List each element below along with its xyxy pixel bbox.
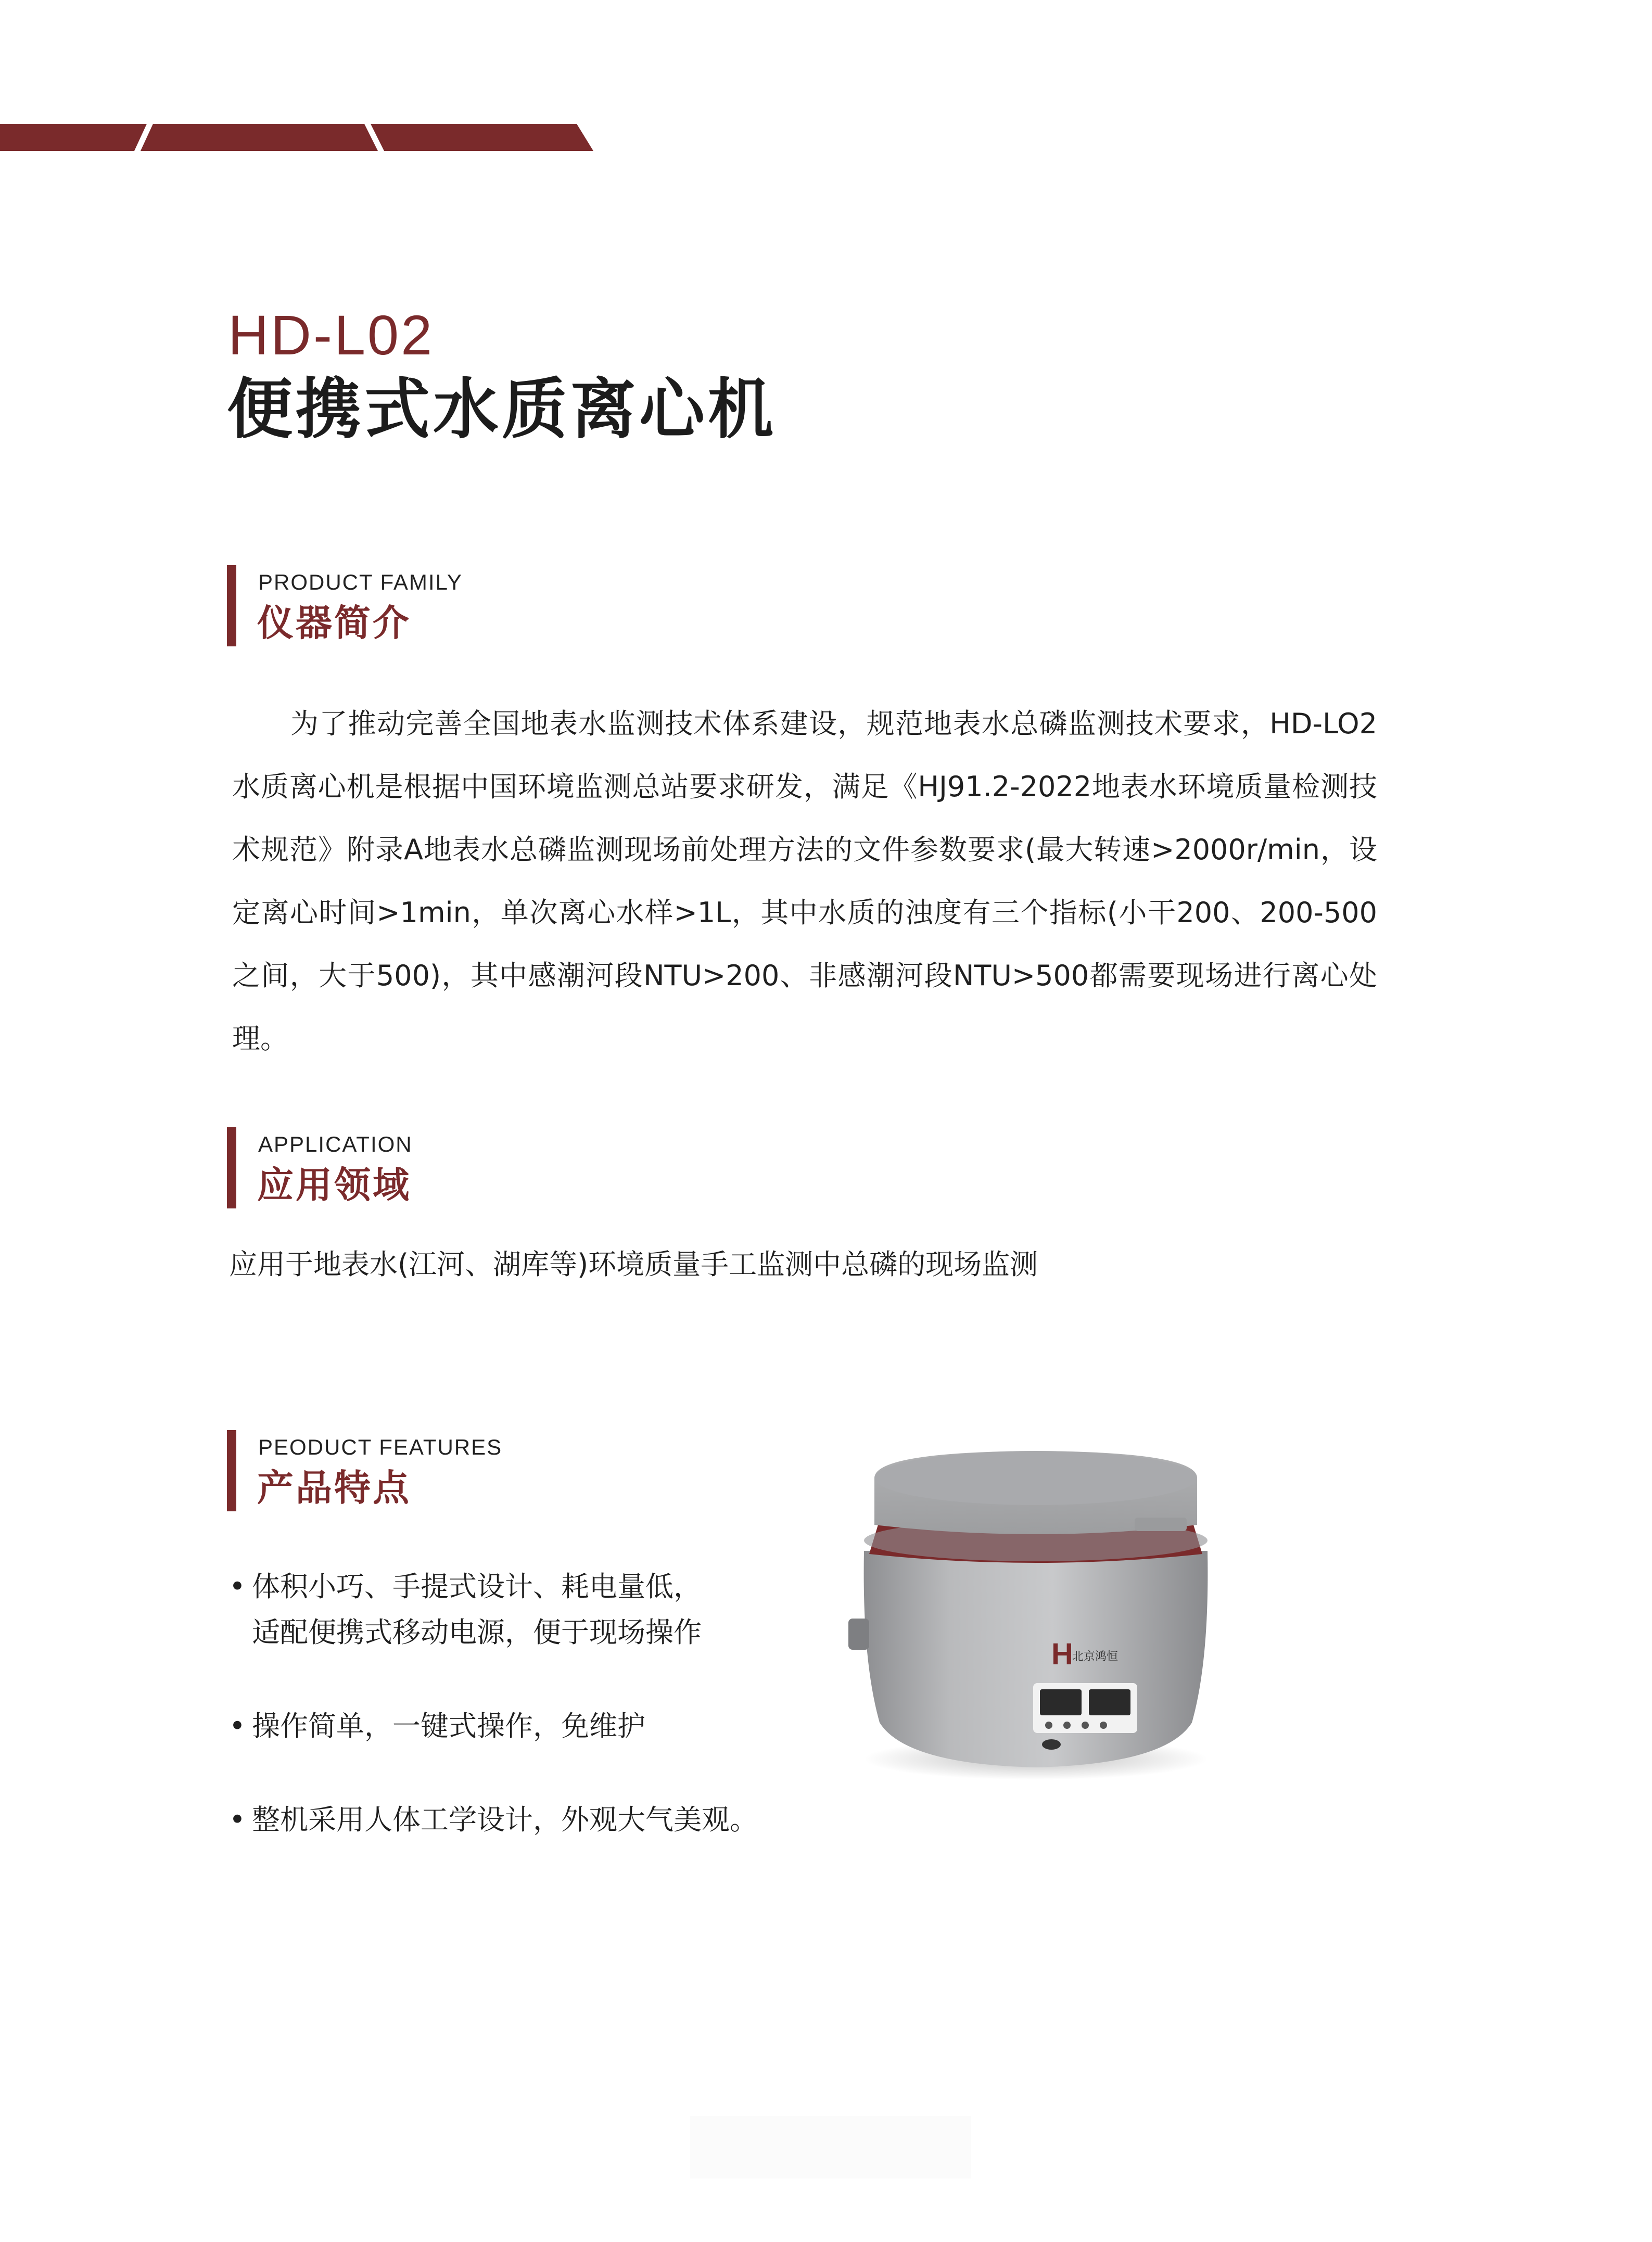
section-bar bbox=[227, 565, 236, 646]
application-text: 应用于地表水(江河、湖库等)环境质量手工监测中总磷的现场监测 bbox=[229, 1248, 1038, 1281]
list-item bbox=[227, 1703, 852, 1749]
intro-paragraph: 为了推动完善全国地表水监测技术体系建设，规范地表水总磷监测技术要求，HD-LO2水质离心机是根据中国环境监测总站要求研发，满足《HJ91.2-2022地表水环境质量检测技术规范》附录A地表水总磷监测现场前处理方法的文件参数要求(最大转速>2000r/min，设定离心时间>1min，单次离心水样>1L，其中水质的浊度有三个指标(小干200、200-500之间，大于500)，其中感潮河段NTU>200、非感潮河段NTU>500都需要现场进行离心处理。 bbox=[232, 707, 1377, 1055]
footer-placeholder bbox=[690, 2116, 971, 2179]
section-cn-heading: 应用领域 bbox=[257, 1164, 411, 1206]
page-title: 便携式水质离心机 bbox=[227, 371, 777, 448]
svg-text:H: H bbox=[1051, 1637, 1073, 1671]
list-item bbox=[227, 1564, 852, 1655]
section-bar bbox=[227, 1430, 236, 1511]
section-bar bbox=[227, 1127, 236, 1208]
centrifuge-product-image bbox=[843, 1442, 1228, 1785]
feature-line: 操作简单，一键式操作，免维护 bbox=[252, 1710, 645, 1742]
product-model: HD-L02 bbox=[228, 303, 435, 366]
section-en-heading: PRODUCT FAMILY bbox=[258, 570, 463, 594]
bullet-icon: • bbox=[229, 1803, 246, 1836]
feature-line: 整机采用人体工学设计，外观大气美观。 bbox=[252, 1803, 758, 1836]
bullet-icon: • bbox=[229, 1570, 246, 1603]
section-en-heading: APPLICATION bbox=[258, 1132, 413, 1156]
feature-line: 适配便携式移动电源，便于现场操作 bbox=[252, 1616, 702, 1649]
feature-line: 体积小巧、手提式设计、耗电量低， bbox=[252, 1570, 702, 1603]
bullet-icon: • bbox=[229, 1710, 246, 1742]
svg-text:北京鸿恒: 北京鸿恒 bbox=[1072, 1650, 1119, 1663]
header-decor-stripe bbox=[0, 124, 593, 151]
list-item bbox=[227, 1797, 852, 1843]
section-cn-heading: 仪器简介 bbox=[257, 602, 411, 644]
section-en-heading: PEODUCT FEATURES bbox=[258, 1435, 503, 1459]
feature-list bbox=[227, 1564, 852, 1843]
section-cn-heading: 产品特点 bbox=[257, 1467, 411, 1509]
